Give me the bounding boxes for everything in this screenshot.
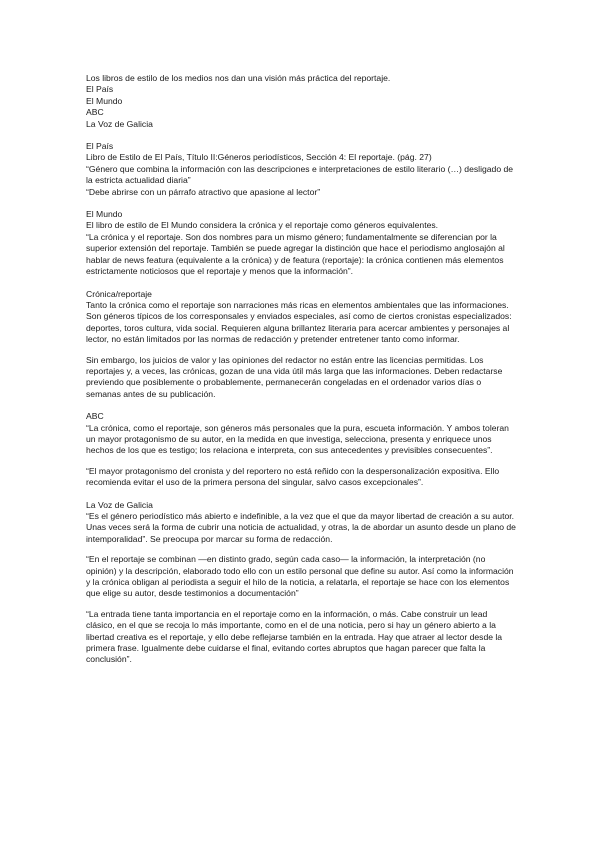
el-pais-reference: Libro de Estilo de El País, Título II:Géneros periodísticos, Sección 4: El reportaje. (pág. 27) bbox=[86, 152, 432, 163]
paragraph-gap bbox=[86, 600, 516, 609]
cronica-reportaje-para-2: Sin embargo, los juicios de valor y las opiniones del redactor no están entre las licencias permitidas. Los reportajes y, a veces, las crónicas, gozan de una vida útil más larga que las informaciones. Deben redactarse previendo que posiblemente o probablemente, permanecerán congeladas en el ordenador varios días o semanas antes de su publicación. bbox=[86, 354, 503, 399]
source-la-voz: La Voz de Galicia bbox=[86, 118, 153, 129]
el-pais-heading: El País bbox=[86, 141, 114, 152]
el-mundo-heading: El Mundo bbox=[86, 209, 123, 220]
la-voz-para-2: “En el reportaje se combinan —en distinto grado, según cada caso— la información, la interpretación (no opinión) y la descripción, elaborado todo ello con un estilo personal que define su autor. Así como la información y la crónica obligan al periodista a seguir el hilo de la noticia, a relatarla, el reportaje se hace con los elementos que elige su autor, desde testimonios a documentación” bbox=[86, 554, 514, 599]
el-mundo-section bbox=[86, 209, 516, 277]
source-el-mundo: El Mundo bbox=[86, 95, 123, 106]
abc-heading: ABC bbox=[86, 411, 104, 422]
intro-sentence: Los libros de estilo de los medios nos dan una visión más práctica del reportaje. bbox=[86, 73, 391, 83]
paragraph-gap bbox=[86, 346, 516, 355]
paragraph-gap bbox=[86, 545, 516, 554]
el-mundo-intro: El libro de estilo de El Mundo considera la crónica y el reportaje como géneros equivalentes. bbox=[86, 220, 439, 231]
abc-quote-1: “La crónica, como el reportaje, son géneros más personales que la pura, escueta información. Y ambos toleran un mayor protagonismo de su autor, en la medida en que investiga, selecciona, presenta y enriquece unos hechos de los que es testigo; los relaciona e interpreta, con sus antecedentes y previsibles consecuentes”. bbox=[86, 422, 509, 456]
cronica-reportaje-heading: Crónica/reportaje bbox=[86, 288, 152, 299]
el-mundo-quote: “La crónica y el reportaje. Son dos nombres para un mismo género; fundamentalmente se diferencian por la superior extensión del reportaje. También se puede agregar la distinción que hace el periodismo anglosajón al hablar de news featura (equivalente a la crónica) y de featura (reportaje): la crónica contienen más elementos estrictamente noticiosos que el reportaje y menos que la información”. bbox=[86, 231, 505, 277]
paragraph-gap bbox=[86, 457, 516, 466]
cronica-reportaje-para-1: Tanto la crónica como el reportaje son narraciones más ricas en elementos ambientales que las informaciones. Son géneros típicos de los corresponsales y enviados especiales, así como de ciertos cronistas especializados: deportes, toros cultura, vida social. Requieren alguna brillantez literaria para acercar ambientes y personajes al lector, no están limitados por las normas de redacción y pretender entretener tanto como informar. bbox=[86, 299, 512, 345]
el-pais-quote-1: “Género que combina la información con las descripciones e interpretaciones de estilo literario (…) desligado de la estricta actualidad diaria” bbox=[86, 163, 514, 186]
source-abc: ABC bbox=[86, 107, 104, 118]
abc-section bbox=[86, 411, 516, 488]
la-voz-section bbox=[86, 500, 516, 666]
source-el-pais: El País bbox=[86, 84, 114, 95]
cronica-reportaje-section bbox=[86, 289, 516, 401]
document-page bbox=[86, 73, 516, 677]
intro-section bbox=[86, 73, 516, 130]
la-voz-para-1: “Es el género periodístico más abierto e indefinible, a la vez que el que da mayor libertad de creación a su autor. Unas veces será la forma de cubrir una noticia de actualidad, y otras, la de abordar un asunto desde un plano de intemporalidad”. Se preocupa por marcar su forma de redacción. bbox=[86, 511, 516, 544]
el-pais-quote-2: “Debe abrirse con un párrafo atractivo que apasione al lector” bbox=[86, 186, 321, 197]
la-voz-para-3: “La entrada tiene tanta importancia en el reportaje como en la información, o más. Cabe construir un lead clásico, en el que se recoja lo más importante, como en el de una noticia, pero si hay un género abierto a la libertad creativa es el reportaje, y ello debe reflejarse también en la entrada. Hay que atraer al lector desde la primera frase. Igualmente debe cuidarse el final, evitando cortes abruptos que hagan parecer que falta la conclusión”. bbox=[86, 608, 503, 665]
el-pais-section bbox=[86, 141, 516, 198]
abc-quote-2: “El mayor protagonismo del cronista y del reportero no está reñido con la despersonalización expositiva. Ello recomienda evitar el uso de la primera persona del singular, salvo casos excepcionales”. bbox=[86, 465, 500, 488]
la-voz-heading: La Voz de Galicia bbox=[86, 499, 153, 510]
